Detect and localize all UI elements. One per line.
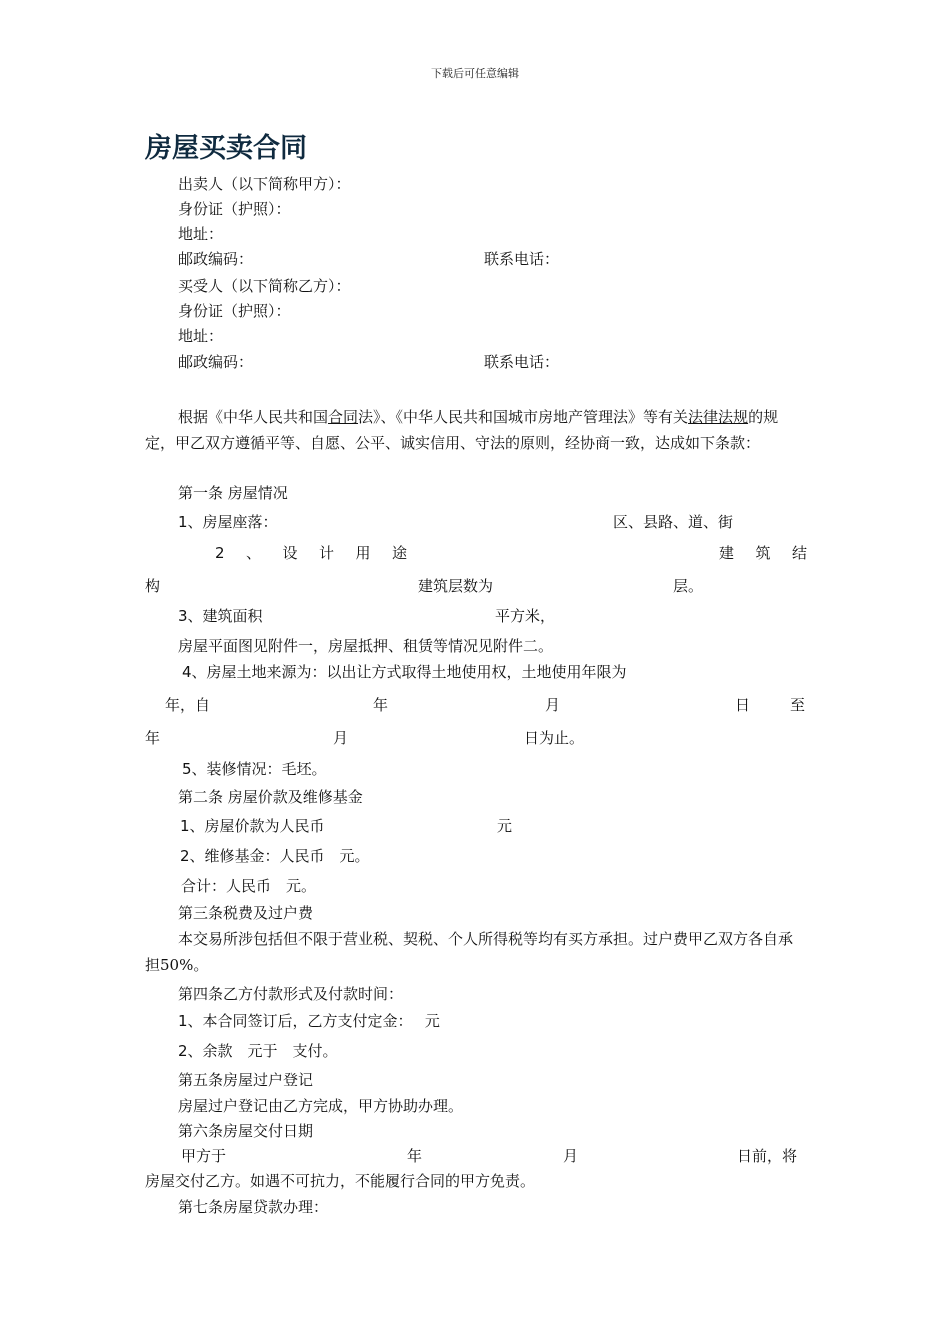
article1-area-unit: 平方米， [495,607,556,625]
land-term-end-day: 日为止。 [524,729,585,747]
delivery-month: 月 [563,1147,579,1165]
article6-body: 房屋交付乙方。如遇不可抗力，不能履行合同的甲方免责。 [145,1172,536,1190]
land-term-year: 年 [373,696,389,714]
article4-deposit: 1、本合同签订后，乙方支付定金： 元 [178,1012,440,1030]
article1-floors-label: 建筑层数为 [418,577,494,595]
article1-land-source: 4、房屋土地来源为：以出让方式取得土地使用权，土地使用年限为 [182,663,627,681]
word: 用 [355,544,371,562]
word: 设 [282,544,298,562]
word: 筑 [755,544,771,562]
article1-item2-head [215,543,407,563]
buyer-postcode-label: 邮政编码： [178,353,254,371]
article1-item1-label: 1、房屋座落： [178,513,278,531]
article4-balance: 2、余款 元于 支付。 [178,1042,338,1060]
land-term-day: 日 [735,696,751,714]
seller-id-label: 身份证（护照）： [178,200,291,218]
article2-price-unit: 元 [497,817,513,835]
seller-address-label: 地址： [178,225,224,243]
article1-decoration: 5、装修情况：毛坯。 [182,760,327,778]
article5-body: 房屋过户登记由乙方完成，甲方协助办理。 [178,1097,464,1115]
word: 结 [791,544,807,562]
seller-name-label: 出卖人（以下简称甲方）： [178,175,351,193]
buyer-phone-label: 联系电话： [484,353,560,371]
seller-postcode-label: 邮政编码： [178,250,254,268]
page-header-note: 下载后可任意编辑 [431,67,519,80]
contract-law-link[interactable]: 合同 [328,408,359,426]
word: 、 [246,544,262,562]
laws-regulations-link[interactable]: 法律法规 [688,408,749,426]
land-term-end-month: 月 [333,729,349,747]
article1-area-label: 3、建筑面积 [178,607,263,625]
article1-item2-tail [719,543,807,563]
article1-item1-tail: 区、县路、道、街 [613,513,734,531]
buyer-name-label: 买受人（以下简称乙方）： [178,277,351,295]
delivery-day: 日前，将 [737,1147,798,1165]
land-term-year-from: 年，自 [165,696,211,714]
land-term-to: 至 [790,696,806,714]
article1-item2-line2-start: 构 [145,577,161,595]
preamble-text-1: 根据《中华人民共和国 [178,408,329,426]
buyer-address-label: 地址： [178,327,224,345]
article1-annex-note: 房屋平面图见附件一，房屋抵押、租赁等情况见附件二。 [178,637,554,655]
word: 计 [318,544,334,562]
article5-title: 第五条房屋过户登记 [178,1071,314,1089]
article2-maintenance-fund: 2、维修基金：人民币 元。 [180,847,370,865]
seller-phone-label: 联系电话： [484,250,560,268]
land-term-end-year: 年 [145,729,161,747]
article3-body: 本交易所涉包括但不限于营业税、契税、个人所得税等均有买方承担。过户费甲乙双方各自承担50%。 [145,930,794,974]
preamble-text-3: 的规定，甲乙双方遵循平等、自愿、公平、诚实信用、守法的原则，经协商一致，达成如下条款： [145,408,779,452]
delivery-party: 甲方于 [181,1147,227,1165]
article1-floors-unit: 层。 [673,577,704,595]
land-term-month: 月 [545,696,561,714]
document-title: 房屋买卖合同 [145,133,307,164]
article3-title: 第三条税费及过户费 [178,904,314,922]
word: 途 [391,544,407,562]
preamble-text-2: 法》、《中华人民共和国城市房地产管理法》等有关 [358,408,689,426]
article7-title: 第七条房屋贷款办理： [178,1198,329,1216]
word: 2 [215,544,225,562]
word: 建 [719,544,735,562]
preamble-paragraph [145,404,807,456]
article2-title: 第二条 房屋价款及维修基金 [178,788,363,806]
article2-price-label: 1、房屋价款为人民币 [180,817,325,835]
article2-total: 合计：人民币 元。 [181,877,317,895]
article6-title: 第六条房屋交付日期 [178,1122,314,1140]
article4-title: 第四条乙方付款形式及付款时间： [178,985,404,1003]
article1-title: 第一条 房屋情况 [178,484,288,502]
buyer-id-label: 身份证（护照）： [178,302,291,320]
delivery-year: 年 [407,1147,423,1165]
